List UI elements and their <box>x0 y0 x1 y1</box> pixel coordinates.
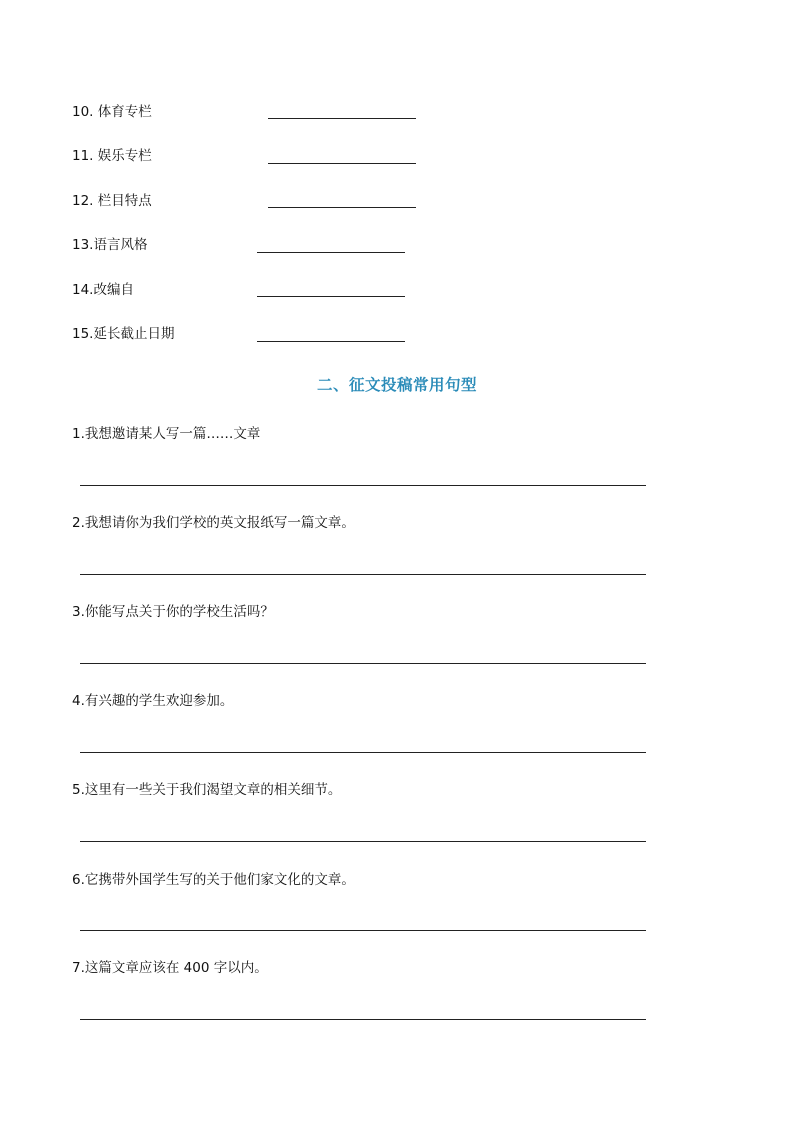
vocab-item-14 <box>72 280 134 300</box>
sentence-answer-line-3[interactable] <box>80 663 646 664</box>
vocab-text: 体育专栏 <box>93 104 152 120</box>
vocab-text: 栏目特点 <box>93 193 152 209</box>
sentence-answer-line-5[interactable] <box>80 841 646 842</box>
vocab-item-15 <box>72 324 174 344</box>
sentence-prompt-4: 4.有兴趣的学生欢迎参加。 <box>72 693 234 709</box>
sentence-prompt-2: 2.我想请你为我们学校的英文报纸写一篇文章。 <box>72 515 355 531</box>
vocab-answer-blank-13[interactable] <box>257 252 405 253</box>
vocab-answer-blank-14[interactable] <box>257 296 405 297</box>
vocab-answer-blank-15[interactable] <box>257 341 405 342</box>
vocab-number: 12. <box>72 193 94 209</box>
sentence-answer-line-4[interactable] <box>80 752 646 753</box>
vocab-text: 语言风格 <box>93 237 148 253</box>
vocab-text: 延长截止日期 <box>93 326 175 342</box>
vocab-item-12 <box>72 191 152 211</box>
vocab-number: 11. <box>72 148 94 164</box>
sentence-answer-line-2[interactable] <box>80 574 646 575</box>
vocab-text: 改编自 <box>93 282 134 298</box>
vocab-text: 娱乐专栏 <box>93 148 152 164</box>
sentence-answer-line-1[interactable] <box>80 485 646 486</box>
vocab-number: 15. <box>72 326 94 342</box>
sentence-prompt-5: 5.这里有一些关于我们渴望文章的相关细节。 <box>72 782 342 798</box>
sentence-prompt-7: 7.这篇文章应该在 400 字以内。 <box>72 960 268 976</box>
sentence-prompt-3: 3.你能写点关于你的学校生活吗？ <box>72 604 274 620</box>
sentence-prompt-6: 6.它携带外国学生写的关于他们家文化的文章。 <box>72 872 355 888</box>
section-title: 二、征文投稿常用句型 <box>316 376 477 394</box>
vocab-number: 14. <box>72 282 94 298</box>
vocab-answer-blank-10[interactable] <box>268 118 416 119</box>
vocab-item-11 <box>72 146 152 166</box>
vocab-number: 13. <box>72 237 94 253</box>
vocab-item-13 <box>72 235 147 255</box>
sentence-prompt-1: 1.我想邀请某人写一篇……文章 <box>72 426 261 442</box>
sentence-answer-line-6[interactable] <box>80 930 646 931</box>
vocab-item-10 <box>72 102 152 122</box>
sentence-answer-line-7[interactable] <box>80 1019 646 1020</box>
vocab-answer-blank-11[interactable] <box>268 163 416 164</box>
vocab-answer-blank-12[interactable] <box>268 207 416 208</box>
vocab-number: 10. <box>72 104 94 120</box>
